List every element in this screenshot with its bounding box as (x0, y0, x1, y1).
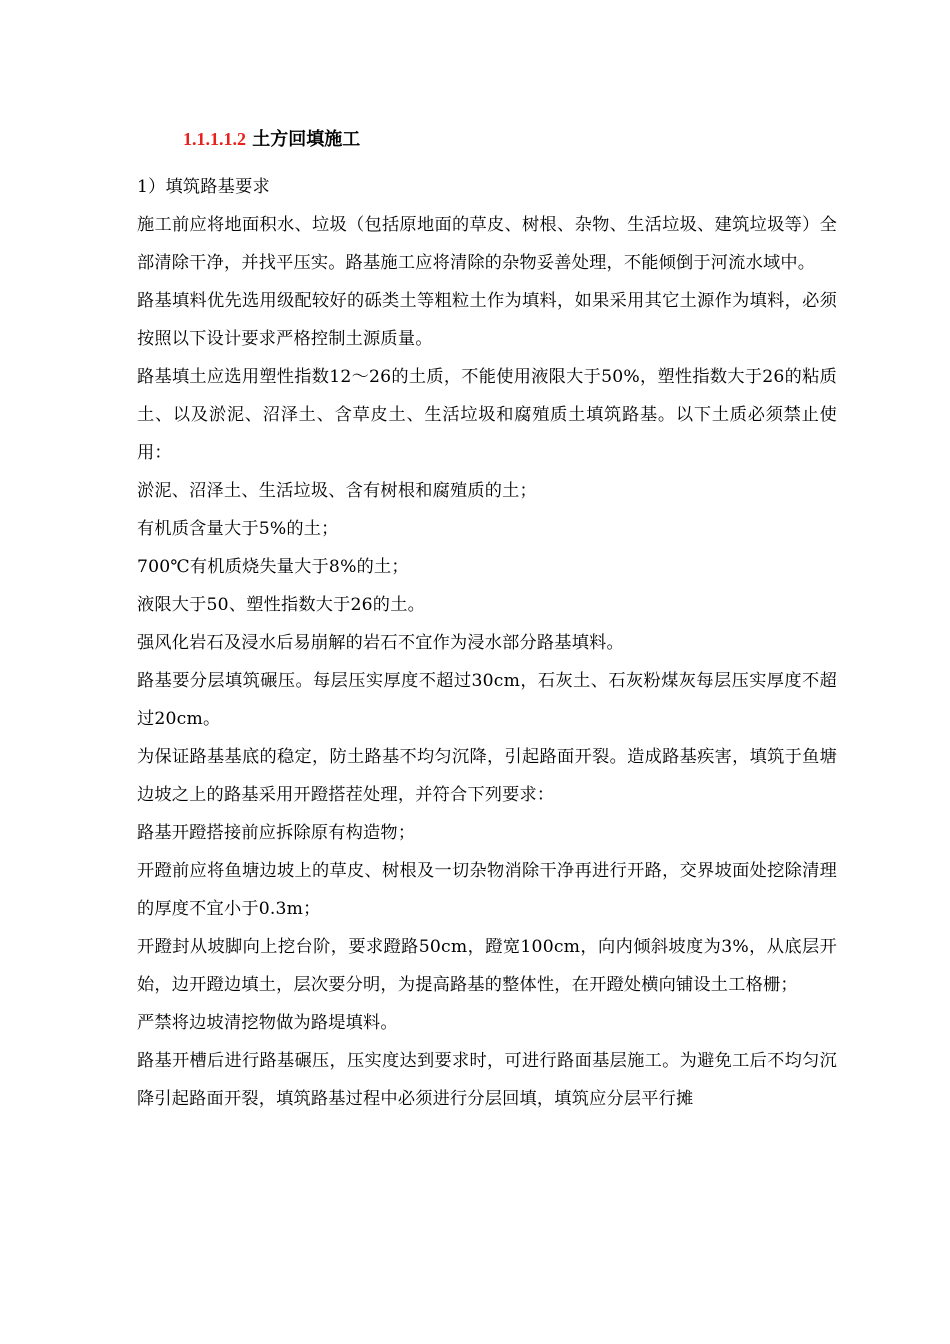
list-item: 严禁将边坡清挖物做为路堤填料。 (137, 1013, 398, 1033)
list-item: 开蹬封从坡脚向上挖台阶，要求蹬路50cm，蹬宽100cm，向内倾斜坡度为3%，从底层开始，边开蹬边填土，层次要分明，为提高路基的整体性，在开蹬处横向铺设土工格栅； (137, 937, 837, 995)
section-heading (183, 126, 360, 153)
list-item: 液限大于50、塑性指数大于26的土。 (137, 595, 425, 615)
list-item: 有机质含量大于5%的土； (137, 519, 339, 539)
body-text (137, 168, 837, 1118)
paragraph: 路基要分层填筑碾压。每层压实厚度不超过30cm，石灰土、石灰粉煤灰每层压实厚度不超过20cm。 (137, 671, 837, 729)
section-number: 1.1.1.1.2 (183, 129, 246, 149)
list-item: 700℃有机质烧失量大于8%的土； (137, 557, 409, 577)
list-item: 开蹬前应将鱼塘边坡上的草皮、树根及一切杂物消除干净再进行开路，交界坡面处挖除清理的厚度不宜小于0.3m； (137, 861, 837, 919)
section-title: 土方回填施工 (252, 129, 361, 150)
paragraph: 为保证路基基底的稳定，防土路基不均匀沉降，引起路面开裂。造成路基疾害，填筑于鱼塘边坡之上的路基采用开蹬搭茬处理，并符合下列要求： (137, 747, 837, 805)
list-item: 淤泥、沼泽土、生活垃圾、含有树根和腐殖质的土； (137, 481, 537, 501)
paragraph: 强风化岩石及浸水后易崩解的岩石不宜作为浸水部分路基填料。 (137, 633, 624, 653)
list-item: 路基开蹬搭接前应拆除原有构造物； (137, 823, 416, 843)
paragraph: 施工前应将地面积水、垃圾（包括原地面的草皮、树根、杂物、生活垃圾、建筑垃圾等）全部清除干净，并找平压实。路基施工应将清除的杂物妥善处理，不能倾倒于河流水域中。 (137, 215, 837, 273)
paragraph: 路基开槽后进行路基碾压，压实度达到要求时，可进行路面基层施工。为避免工后不均匀沉降引起路面开裂，填筑路基过程中必须进行分层回填，填筑应分层平行摊 (137, 1051, 837, 1109)
paragraph: 路基填土应选用塑性指数12～26的土质，不能使用液限大于50%，塑性指数大于26的粘质土、以及淤泥、沼泽土、含草皮土、生活垃圾和腐殖质土填筑路基。以下土质必须禁止使用： (137, 367, 837, 463)
paragraph: 路基填料优先选用级配较好的砾类土等粗粒土作为填料，如果采用其它土源作为填料，必须按照以下设计要求严格控制土源质量。 (137, 291, 837, 349)
subsection-heading: 1）填筑路基要求 (137, 177, 270, 197)
